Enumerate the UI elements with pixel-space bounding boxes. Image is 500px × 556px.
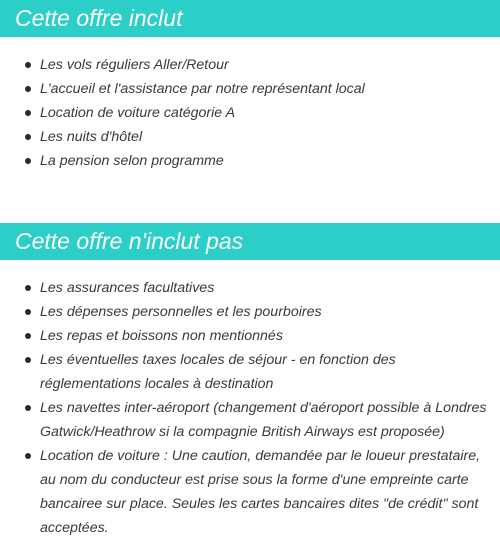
excluded-section-title: Cette offre n'inclut pas bbox=[0, 223, 500, 260]
bullet-icon bbox=[25, 309, 31, 315]
list-item bbox=[0, 77, 500, 101]
bullet-icon bbox=[25, 453, 31, 459]
bullet-icon bbox=[25, 86, 31, 92]
list-item bbox=[0, 149, 500, 173]
bullet-icon bbox=[25, 357, 31, 363]
list-item bbox=[0, 276, 500, 300]
list-item-text: Les navettes inter-aéroport (changement d'aéroport possible à Londres Gatwick/Heathrow si la compagnie British Airways est proposée) bbox=[40, 400, 487, 440]
bullet-icon bbox=[25, 62, 31, 68]
included-list bbox=[0, 53, 500, 173]
bullet-icon bbox=[25, 110, 31, 116]
list-item bbox=[0, 53, 500, 77]
list-item bbox=[0, 300, 500, 324]
list-item-text: Les nuits d'hôtel bbox=[40, 129, 143, 145]
included-section-title: Cette offre inclut bbox=[0, 0, 500, 37]
list-item-text: Les dépenses personnelles et les pourboires bbox=[40, 304, 322, 320]
list-item-text: Les assurances facultatives bbox=[40, 280, 215, 296]
list-item-text: Location de voiture : Une caution, demandée par le loueur prestataire, au nom du conducteur est prise sous la forme d'une empreinte carte bancairee sur place. Seules les cartes bancaires dites "de crédit" sont acceptées. bbox=[40, 448, 481, 536]
list-item bbox=[0, 101, 500, 125]
list-item-text: L'accueil et l'assistance par notre représentant local bbox=[40, 81, 365, 97]
list-item-text: La pension selon programme bbox=[40, 153, 224, 169]
list-item bbox=[0, 396, 500, 444]
bullet-icon bbox=[25, 134, 31, 140]
list-item bbox=[0, 444, 500, 540]
bullet-icon bbox=[25, 158, 31, 164]
list-item-text: Les éventuelles taxes locales de séjour - en fonction des réglementations locales à destination bbox=[40, 352, 396, 392]
list-item-text: Les repas et boissons non mentionnés bbox=[40, 328, 283, 344]
list-item bbox=[0, 348, 500, 396]
bullet-icon bbox=[25, 333, 31, 339]
bullet-icon bbox=[25, 285, 31, 291]
list-item bbox=[0, 324, 500, 348]
list-item bbox=[0, 125, 500, 149]
excluded-list bbox=[0, 276, 500, 540]
list-item-text: Location de voiture catégorie A bbox=[40, 105, 236, 121]
bullet-icon bbox=[25, 405, 31, 411]
list-item-text: Les vols réguliers Aller/Retour bbox=[40, 57, 229, 73]
